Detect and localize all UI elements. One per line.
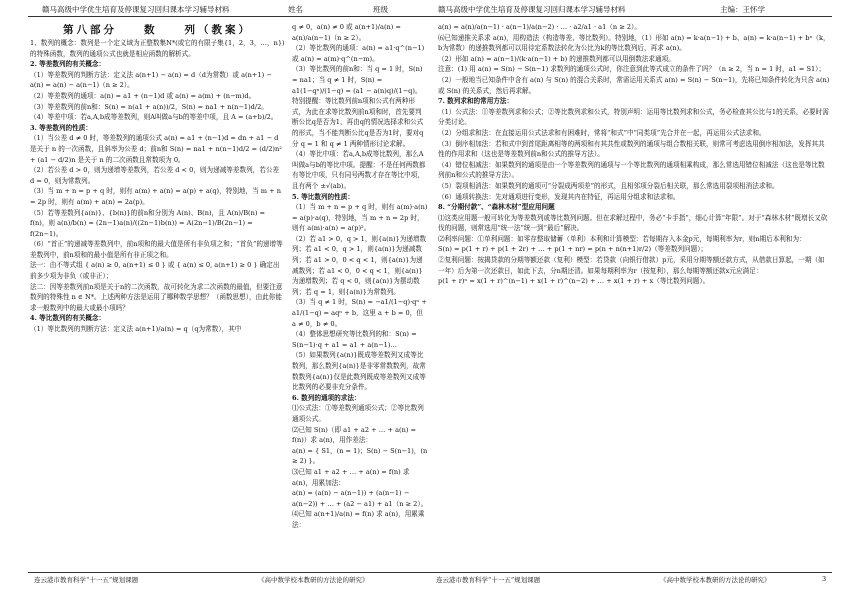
col3-line: （2）分组求和法：在直接运用公式法求和有困难时，常将“和式”中“同类项”先合并在一起，再运用公式法求和。 bbox=[438, 128, 766, 137]
col1-line: 法二：因等差数列前n项是关于n的二次函数，故可转化为求二次函数的最值，但要注意数列的特殊性 n ∈ N*。上述两种方法是运用了哪种数学思想？（函数思想），由此你能求一般数列中的最大或最小项吗？ bbox=[30, 282, 283, 312]
col3-line: 注意：(1) 用 a(n) = S(n) − S(n−1) 求数列的通项公式时，你注意到此等式成立的条件了吗？（n ≥ 2，当 n = 1 时，a1 = S1）； bbox=[438, 65, 826, 74]
header-school-left: 赣马高级中学优生培育及停课复习回归课本学习辅导材料 bbox=[42, 5, 230, 14]
footer-project-right: 连云港市教育科学“十一五”规划课题 bbox=[436, 576, 541, 584]
col3-line: （5）裂项相消法：如果数列的通项可“分裂成两项差”的形式，且相邻项分裂后相关联，那么常选用裂项相消法求和。 bbox=[438, 181, 779, 190]
col1-line: （1）等比数列的判断方法：定义法 a(n+1)/a(n) = q（q为常数），其中 bbox=[30, 325, 242, 334]
col1-heading: 2. 等差数列的有关概念： bbox=[30, 60, 106, 69]
col3-line: （4）错位相减法：如果数列的通项是由一个等差数列的通项与一个等比数列的通项相乘构成，那么常选用错位相减法（这也是等比数列前n和公式的推导方法）。 bbox=[438, 160, 825, 180]
col1-line: （6）“首正”的递减等差数列中，前n项和的最大值是所有非负项之和；“首负”的递增等差数列中，前n项和的最小值是所有非正项之和。 bbox=[30, 240, 283, 259]
column-3 bbox=[438, 22, 830, 568]
col3-heading: 8. “分期付款”、“森林木材”型应用问题 bbox=[438, 203, 555, 212]
col2-heading: 6. 数列的通项的求法： bbox=[292, 393, 361, 402]
col1-line: （3）等差数列的前n和：S(n) = n(a1 + a(n))/2，S(n) = na1 + n(n−1)d/2。 bbox=[30, 102, 268, 111]
col3-line: S(n) = p(1 + r) + p(1 + 2r) + … + p(1 + nr) = p(n + n(n+1)r/2)（等差数列问题）； bbox=[438, 245, 708, 254]
col2-line: （1）当 m + n = p + q 时，则有 a(m)·a(n) = a(p)·a(q)，特别地，当 m + n = 2p 时，则有 a(m)·a(n) = a(p)²。 bbox=[292, 203, 428, 233]
column-1 bbox=[30, 22, 285, 568]
col1-line: （5）若等差数列{a(n)}、{b(n)}的前n和分别为 A(n)、B(n)，且 A(n)/B(n) = f(n)，则 a(n)/b(n) = (2n−1)a(n)/((2n−1)b(n)) = A(2n−1)/B(2n−1) = f(2n−1)。 bbox=[30, 208, 266, 238]
page-title: 第八部分 数 列（教案） bbox=[63, 24, 252, 36]
footer-project-left: 连云港市教育科学“十一五”规划课题 bbox=[34, 576, 139, 584]
col3-heading: 7. 数列求和的常用方法： bbox=[438, 97, 514, 106]
col1-heading: 4. 等比数列的有关概念： bbox=[30, 314, 106, 323]
col2-line: ⑶已知 a1 + a2 + … + a(n) = f(n) 求 a(n)，用累加法： bbox=[292, 467, 410, 487]
col2-line: （2）若 a1 > 0，q > 1，则{a(n)}为递增数列；若 a1 < 0，q > 1，则{a(n)}为递减数列；若 a1 > 0，0 < q < 1，则{a(n)}为递减数列；若 a1 < 0，0 < q < 1，则{a(n)}为递增数列；若 q < 0，则{a(n)}为摆动数列；若 q = 1，则{a(n)}为常数列。 bbox=[292, 234, 427, 296]
col2-line: q ≠ 0，a(n) ≠ 0 或 a(n+1)/a(n) = a(n)/a(n−1)（n ≥ 2）。 bbox=[292, 23, 401, 42]
page-footer-left bbox=[28, 572, 430, 585]
header-editor: 主编：王怀学 bbox=[720, 5, 765, 14]
col1-line: （3）当 m + n = p + q 时，则有 a(m) + a(n) = a(p) + a(q)，特别地，当 m + n = 2p 时，则有 a(m) + a(n) = 2a(p)。 bbox=[30, 187, 281, 206]
footer-title-left: 《高中数学校本教研的方法论的研究》 bbox=[258, 576, 369, 584]
page-footer-right bbox=[430, 572, 832, 585]
col2-line: a(n) = { S1，(n = 1)；S(n) − S(n−1)，(n ≥ 2) }。 bbox=[292, 446, 428, 466]
col2-line: ⑵已知 S(n)（即 a1 + a2 + … + a(n) = f(n)）求 a(n)，用作差法： bbox=[292, 425, 417, 445]
header-class-label: 班级 bbox=[373, 5, 388, 14]
col1-line: （2）若公差 d > 0，则为递增等差数列，若公差 d < 0，则为递减等差数列，若公差 d = 0，则为常数列。 bbox=[30, 166, 280, 185]
col1-line: 1、数列的概念：数列是一个定义域为正整数集N*(或它的有限子集{1，2，3，…，n})的特殊函数，数列的通项公式也就是相应函数的解析式。 bbox=[30, 39, 285, 58]
col3-line: （3）倒序相加法：若和式中到首尾距离相等的两项和有其共性或数列的通项与组合数相关联，则常可考虑选用倒序相加法，发挥其共性的作用求和（这也是等差数列前n和公式的推导方法）。 bbox=[438, 139, 825, 159]
col2-line: （4）整体思想研究等比数列的和：S(n) = S(n−1)·q + a1 = a1 + a(n−1)… bbox=[292, 330, 417, 349]
page-number: 3 bbox=[822, 575, 827, 583]
col1-line: 法一：由不等式组 { a(n) ≥ 0, a(n+1) ≤ 0 } 或 { a(n) ≤ 0, a(n+1) ≥ 0 } 确定出前多少项为非负（或非正）； bbox=[30, 261, 280, 281]
col2-line: （2）等比数列的通项：a(n) = a1·q^(n−1) 或 a(n) = a(m)·q^(n−m)。 bbox=[292, 44, 425, 63]
col3-line: ⑵利率问题：①单利问题：如零存整取储蓄（单利）本利和计算模型：若每期存入本金p元，每期利率为r，则n期后本利和为： bbox=[438, 234, 806, 243]
header-name-label: 姓名 bbox=[288, 5, 303, 14]
col1-line: （2）等差数列的通项：a(n) = a1 + (n−1)d 或 a(n) = a(m) + (n−m)d。 bbox=[30, 91, 256, 100]
col2-line: （4）等比中项：若a,A,b成等比数列，那么A叫做a与b的等比中项。提醒：不是任何两数都有等比中项，只有同号两数才存在等比中项，且有两个 ±√(ab)。 bbox=[292, 150, 426, 190]
page-header-left bbox=[28, 2, 430, 17]
col1-line: （4）等差中项：若a,A,b成等差数列，则A叫做a与b的等差中项，且 A = (a+b)/2。 bbox=[30, 113, 278, 122]
column-2 bbox=[292, 22, 428, 568]
col2-line: ⑴公式法：①等差数列通项公式；②等比数列通项公式。 bbox=[292, 404, 424, 423]
col3-line: p(1 + r)ⁿ = x(1 + r)^(n−1) + x(1 + r)^(n−2) + … + x(1 + r) + x（等比数列问题）。 bbox=[438, 277, 710, 286]
col3-line: a(n) = a(n)/a(n−1) · a(n−1)/a(n−2) · … · a2/a1 · a1（n ≥ 2）。 bbox=[438, 23, 641, 31]
footer-title-right: 《高中数学校本教研的方法论的研究》 bbox=[660, 576, 771, 584]
col2-line: a(n) = (a(n) − a(n−1)) + (a(n−1) − a(n−2)) + … + (a2 − a1) + a1（n ≥ 2）。 bbox=[292, 489, 428, 508]
col2-line: （3）当 q ≠ 1 时，S(n) = −a1/(1−q)·qⁿ + a1/(1−q) = aqⁿ + b，这里 a + b = 0，但 a ≠ 0，b ≠ 0。 bbox=[292, 298, 427, 328]
col3-line: （2）形如 a(n) = a(n−1)/(k·a(n−1) + b) 的递推数列都可以用倒数法求通项。 bbox=[438, 54, 675, 63]
col2-heading: 5. 等比数列的性质： bbox=[292, 192, 354, 201]
col2-line: ⑷已知 a(n+1)/a(n) = f(n) 求 a(n)，用累乘法： bbox=[292, 510, 425, 529]
col2-line: 特别提醒：等比数列前n项和公式有两种形式，为此在求等比数列前n项和时，首先要判断公比q是否为1，再由q的情况选择求和公式的形式，当不能判断公比q是否为1时，要对q分 q = 1 和 q ≠ 1 两种情形讨论求解。 bbox=[292, 97, 424, 148]
col1-heading: 3. 等差数列的性质： bbox=[30, 123, 92, 132]
col2-line: （3）等比数列的前n和：当 q = 1 时，S(n) = na1；当 q ≠ 1 时，S(n) = a1(1−qⁿ)/(1−q) = (a1 − a(n)q)/(1−q)。 bbox=[292, 65, 423, 95]
page-header-right bbox=[430, 2, 832, 17]
col3-line: ②复利问题：按揭贷款的分期等额还款（复利）模型：若贷款（向银行借款）p元，采用分期等额还款方式，从借款日算起，一期（如一年）后为第一次还款日，如此下去，分n期还清。如果每期利率为r（按复利），那么每期等额还款x元应满足： bbox=[438, 256, 825, 275]
col1-line: （1）等差数列的判断方法：定义法 a(n+1) − a(n) = d（d为常数）或 a(n+1) − a(n) = a(n) − a(n−1)（n ≥ 2）。 bbox=[30, 70, 272, 90]
col3-line: ⑹已知递推关系求 a(n)，用构造法（构造等差、等比数列）。特别地，（1）形如 a(n) = k·a(n−1) + b、a(n) = k·a(n−1) + bⁿ（k，b为常数）的递推数列都可以用待定系数法转化为公比为k的等比数列后，再求 a(n)。 bbox=[438, 33, 830, 53]
col3-line: （2）一般地当已知条件中含有 a(n) 与 S(n) 的混合关系时，常需运用关系式 a(n) = S(n) − S(n−1)，先将已知条件转化为只含 a(n) 或 S(n) 的关系式，然后再求解。 bbox=[438, 75, 830, 95]
header-school-right: 赣马高级中学优生培育及停课复习回归课本学习辅导材料 bbox=[438, 5, 626, 14]
col1-line: （1）当公差 d ≠ 0 时，等差数列的通项公式 a(n) = a1 + (n−1)d = dn + a1 − d 是关于 n 的一次函数，且斜率为公差 d；前n和 S(n) = na1 + n(n−1)d/2 = (d/2)n² + (a1 − d/2)n 是关于 n 的二次函数且常数项为 0。 bbox=[30, 134, 282, 164]
col2-line: （5）如果数列{a(n)}既成等差数列又成等比数列，那么数列{a(n)}是非零常数数列，故常数数列{a(n)}仅是此数列既成等差数列又成等比数列的必要非充分条件。 bbox=[292, 351, 426, 392]
col3-line: ⑴这类应用题一般可转化为等差数列或等比数列问题。但在求解过程中，务必“卡手指”，细心计算“年限”。对于“森林木材”既增长又砍伐的问题，则常选用“统一法”统一到“最后”解决。 bbox=[438, 213, 828, 233]
col3-line: （6）通项转换法：先对通项进行变形，发现其内在特征，再运用分组求和法求和。 bbox=[438, 192, 680, 201]
col3-line: （1）公式法：①等差数列求和公式；②等比数列求和公式，特别声明：运用等比数列求和公式，务必检查其公比与1的关系，必要时需分类讨论。 bbox=[438, 107, 829, 127]
